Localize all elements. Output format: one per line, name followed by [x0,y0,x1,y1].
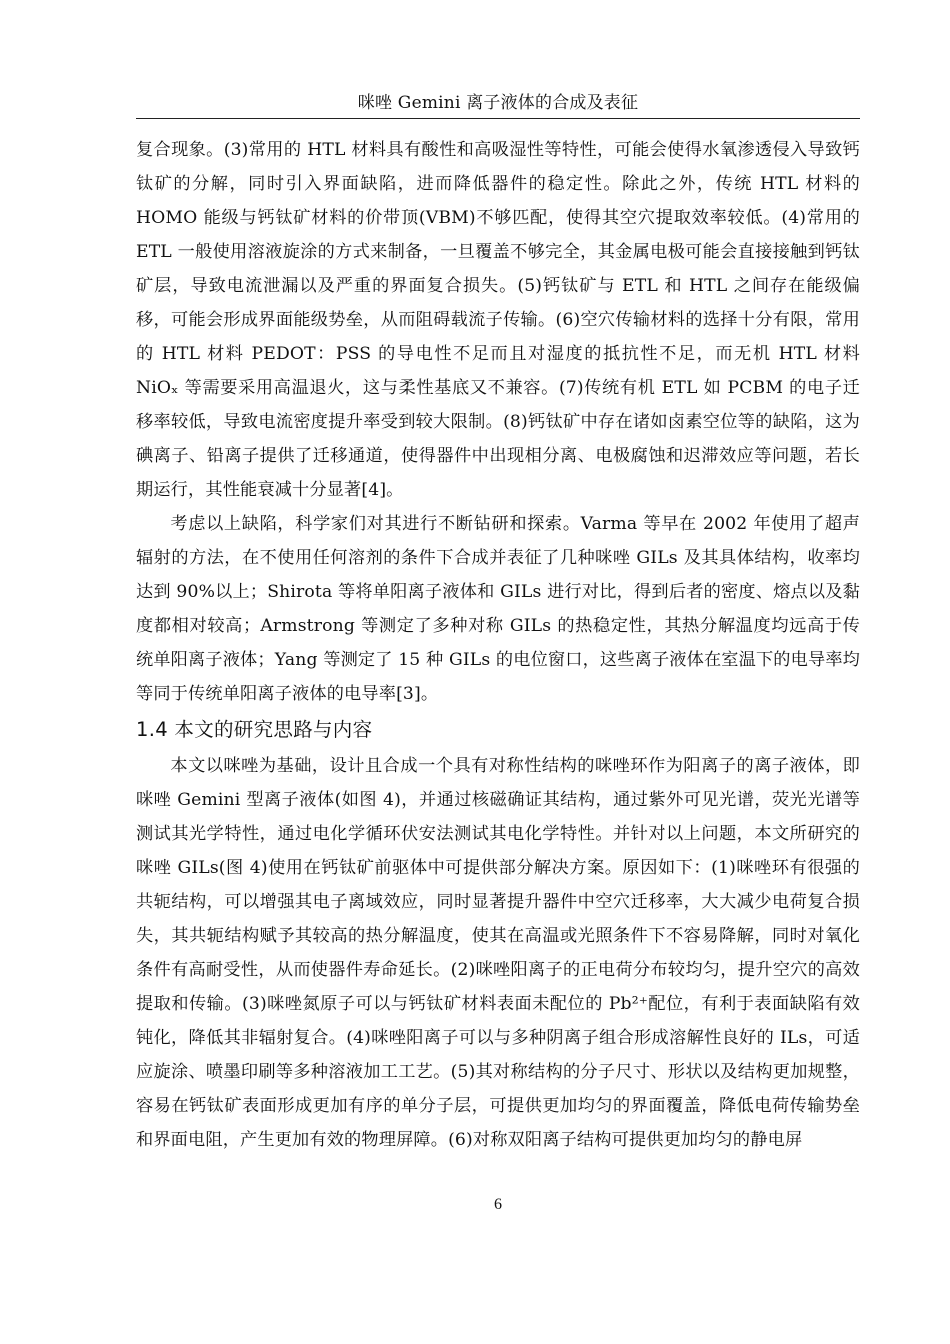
section-heading: 1.4 本文的研究思路与内容 [136,718,373,741]
body-text [136,133,860,1157]
paragraph-literature-review: 考虑以上缺陷，科学家们对其进行不断钻研和探索。Varma 等早在 2002 年使用了超声辐射的方法，在不使用任何溶剂的条件下合成并表征了几种咪唑 GILs 及其具体结构，收率均达到 90%以上；Shirota 等将单阳离子液体和 GILs 进行对比，得到后者的密度、熔点以及黏度都相对较高；Armstrong 等测定了多种对称 GILs 的热稳定性，其热分解温度均远高于传统单阳离子液体；Yang 等测定了 15 种 GILs 的电位窗口，这些离子液体在室温下的电导率均等同于传统单阳离子液体的电导率[3]。 [136,514,860,704]
paragraph-research-content: 本文以咪唑为基础，设计且合成一个具有对称性结构的咪唑环作为阳离子的离子液体，即咪唑 Gemini 型离子液体(如图 4)，并通过核磁确证其结构，通过紫外可见光谱，荧光光谱等测试其光学特性，通过电化学循环伏安法测试其电化学特性。并针对以上问题，本文所研究的咪唑 GILs(图 4)使用在钙钛矿前驱体中可提供部分解决方案。原因如下：(1)咪唑环有很强的共轭结构，可以增强其电子离域效应，同时显著提升器件中空穴迁移率，大大减少电荷复合损失，其共轭结构赋予其较高的热分解温度，使其在高温或光照条件下不容易降解，同时对氧化条件有高耐受性，从而使器件寿命延长。(2)咪唑阳离子的正电荷分布较均匀，提升空穴的高效提取和传输。(3)咪唑氮原子可以与钙钛矿材料表面未配位的 Pb²⁺配位，有利于表面缺陷有效钝化，降低其非辐射复合。(4)咪唑阳离子可以与多种阴离子组合形成溶解性良好的 ILs，可适应旋涂、喷墨印刷等多种溶液加工工艺。(5)其对称结构的分子尺寸、形状以及结构更加规整，容易在钙钛矿表面形成更加有序的单分子层，可提供更加均匀的界面覆盖，降低电荷传输势垒和界面电阻，产生更加有效的物理屏障。(6)对称双阳离子结构可提供更加均匀的静电屏 [136,756,860,1150]
running-header: 咪唑 Gemini 离子液体的合成及表征 [357,93,639,113]
paragraph-continued: 复合现象。(3)常用的 HTL 材料具有酸性和高吸湿性等特性，可能会使得水氧渗透侵入导致钙钛矿的分解，同时引入界面缺陷，进而降低器件的稳定性。除此之外，传统 HTL 材料的 HOMO 能级与钙钛矿材料的价带顶(VBM)不够匹配，使得其空穴提取效率较低。(4)常用的 ETL 一般使用溶液旋涂的方式来制备，一旦覆盖不够完全，其金属电极可能会直接接触到钙钛矿层，导致电流泄漏以及严重的界面复合损失。(5)钙钛矿与 ETL 和 HTL 之间存在能级偏移，可能会形成界面能级势垒，从而阻碍载流子传输。(6)空穴传输材料的选择十分有限，常用的 HTL 材料 PEDOT：PSS 的导电性不足而且对湿度的抵抗性不足，而无机 HTL 材料 NiOₓ 等需要采用高温退火，这与柔性基底又不兼容。(7)传统有机 ETL 如 PCBM 的电子迁移率较低，导致电流密度提升率受到较大限制。(8)钙钛矿中存在诸如卤素空位等的缺陷，这为碘离子、铅离子提供了迁移通道，使得器件中出现相分离、电极腐蚀和迟滞效应等问题，若长期运行，其性能衰减十分显著[4]。 [136,140,860,500]
page-number: 6 [494,1196,502,1213]
header-rule [136,118,860,119]
